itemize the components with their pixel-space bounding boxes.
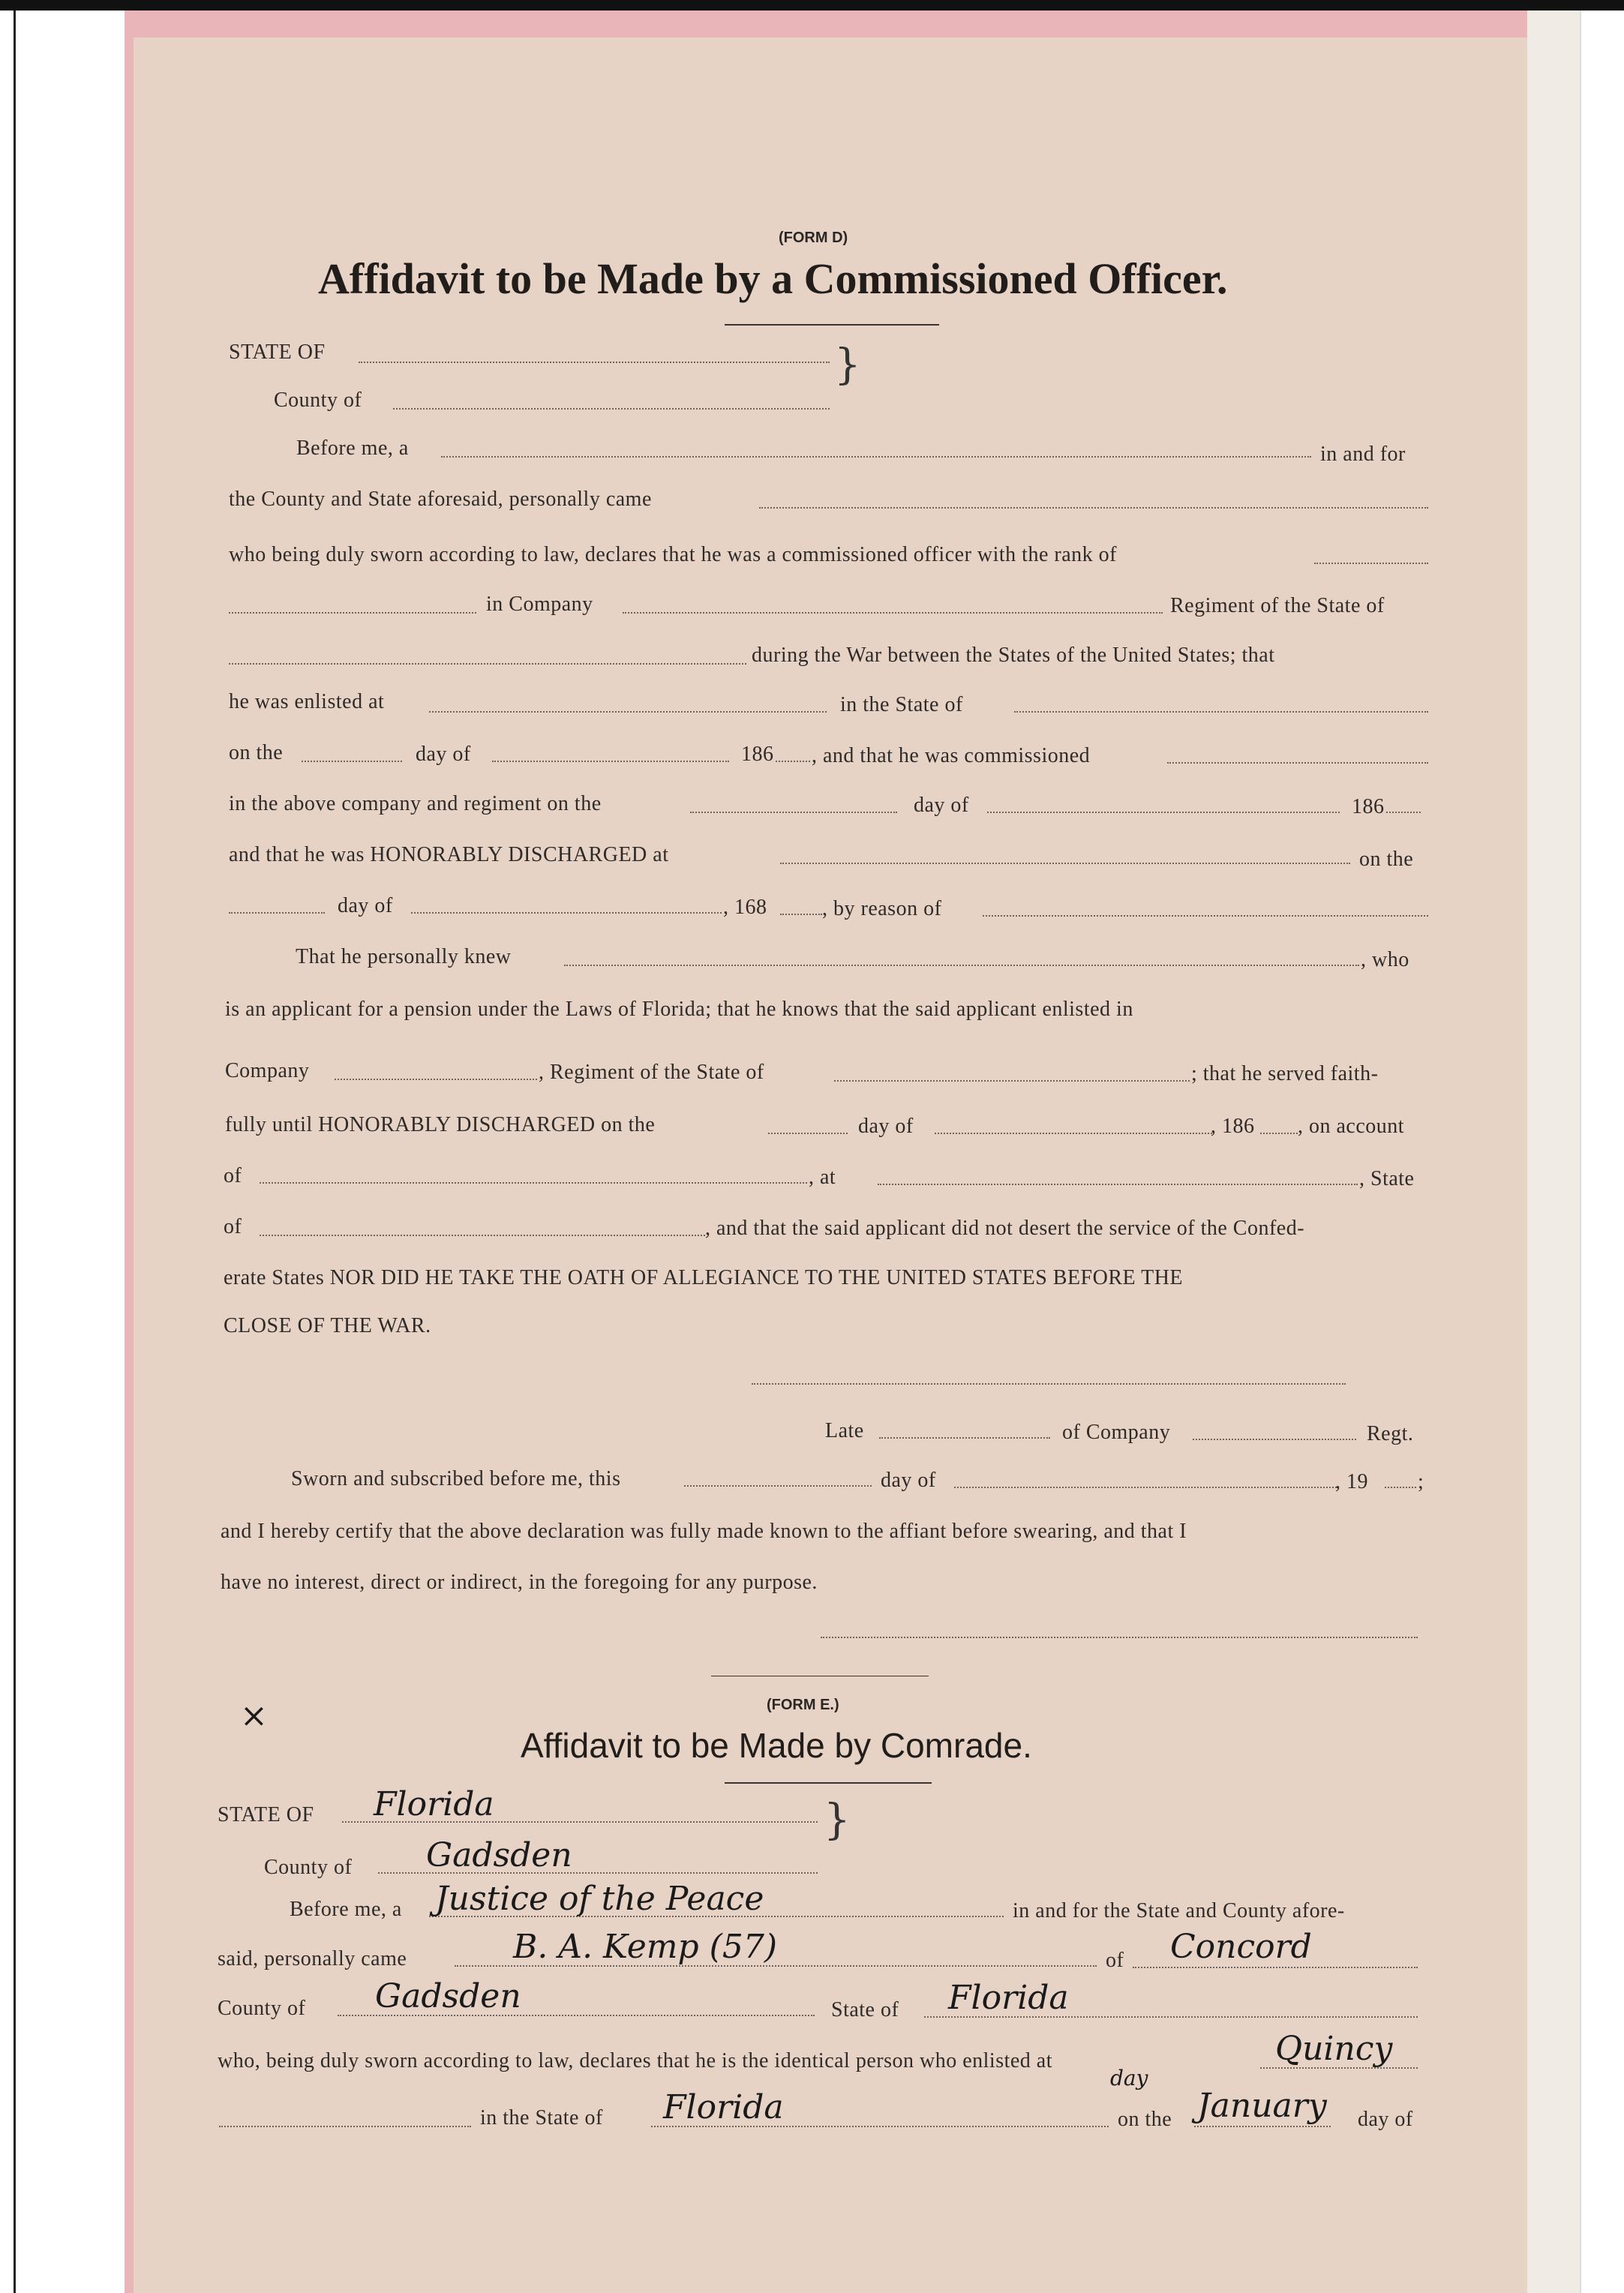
- e-enlisted-at-handwritten: Quincy: [1275, 2030, 1393, 2068]
- enlisted-state-line: [1014, 711, 1428, 713]
- e-enlisted-place-line: [219, 2126, 471, 2127]
- rank-continued-line: [229, 612, 476, 614]
- day-of-label-5: day of: [881, 1469, 936, 1492]
- e-of-place-handwritten: Concord: [1170, 1928, 1312, 1966]
- of-label: of: [224, 1164, 242, 1187]
- e-county-handwritten-2: Gadsden: [375, 1977, 521, 2015]
- day-of-label: day of: [416, 743, 471, 766]
- enlisted-place-line: [429, 711, 827, 713]
- who-label: , who: [1361, 948, 1409, 971]
- of-company-label: of Company: [1062, 1421, 1171, 1444]
- commission-year-line: [1386, 812, 1421, 813]
- above-company-label: in the above company and regiment on the: [229, 792, 602, 815]
- e-month-handwritten: January: [1197, 2087, 1327, 2125]
- personally-knew-label: That he personally knew: [296, 945, 512, 968]
- e-county-handwritten: Gadsden: [426, 1836, 572, 1874]
- state-label: , State: [1359, 1167, 1415, 1190]
- commissioned-label: , and that he was commissioned: [812, 744, 1091, 767]
- company-line: [623, 612, 1163, 614]
- in-and-for-label: in and for: [1320, 443, 1406, 466]
- sworn-declares-label: who being duly sworn according to law, declares that he was a commissioned officer with the rank of: [229, 543, 1117, 566]
- company-label: Company: [225, 1059, 310, 1082]
- day-of-label-4: day of: [858, 1115, 914, 1138]
- e-before-me-label: Before me, a: [290, 1898, 402, 1921]
- close-of-war-label: CLOSE OF THE WAR.: [224, 1314, 431, 1337]
- regiment-state-label: Regiment of the State of: [1170, 594, 1385, 617]
- year-19-label: , 19: [1335, 1470, 1368, 1493]
- form-e-label: (FORM E.): [767, 1697, 839, 1713]
- plastic-sleeve-edge: [1580, 11, 1598, 2293]
- regiment-state-of-label: , Regiment of the State of: [539, 1061, 764, 1084]
- sworn-subscribed-label: Sworn and subscribed before me, this: [291, 1467, 621, 1490]
- title-underline: [725, 324, 939, 326]
- scan-left-border: [14, 11, 16, 2293]
- officer-title-line: [441, 456, 1311, 458]
- rank-line: [1314, 563, 1428, 564]
- applicant-discharge-year-line: [1260, 1133, 1298, 1134]
- no-interest-label: have no interest, direct or indirect, in the foregoing for any purpose.: [221, 1571, 818, 1594]
- state-line: [229, 663, 746, 665]
- scan-top-border: [0, 0, 1624, 11]
- form-d-label: (FORM D): [779, 230, 848, 246]
- e-enlisted-state-handwritten: Florida: [663, 2088, 784, 2126]
- applicant-state-line: [834, 1080, 1190, 1082]
- in-state-of-label: in the State of: [840, 693, 963, 716]
- commissioned-line: [1167, 762, 1428, 764]
- of-label-2: of: [224, 1215, 242, 1238]
- applicant-discharge-day-line: [768, 1133, 848, 1134]
- day-of-label-2: day of: [914, 794, 969, 817]
- applicant-pension-label: is an applicant for a pension under the Laws of Florida; that he knows that the said applicant enlisted in: [225, 998, 1133, 1021]
- year-168-label: , 168: [723, 896, 767, 919]
- e-day-of-label: day of: [1358, 2108, 1413, 2131]
- form-e-title: Affidavit to be Made by Comrade.: [521, 1726, 1032, 1765]
- state-of-label: STATE OF: [229, 341, 326, 364]
- e-state-handwritten-2: Florida: [948, 1979, 1069, 2017]
- by-reason-of-label: , by reason of: [822, 897, 942, 920]
- honorably-discharged-at-label: and that he was HONORABLY DISCHARGED at: [229, 843, 669, 866]
- commission-month-line: [987, 812, 1340, 813]
- e-who-being-label: who, being duly sworn according to law, declares that he is the identical person who enlisted at: [218, 2049, 1052, 2072]
- e-comrade-name-handwritten: B. A. Kemp (57): [513, 1928, 777, 1966]
- fully-until-label: fully until HONORABLY DISCHARGED on the: [225, 1113, 656, 1136]
- e-of-place-line: [1133, 1967, 1418, 1968]
- e-officer-handwritten: Justice of the Peace: [435, 1880, 764, 1918]
- at-place-line: [878, 1184, 1358, 1185]
- e-in-and-for-label: in and for the State and County afore-: [1013, 1899, 1345, 1922]
- of-state-line: [260, 1235, 705, 1236]
- state-of-line: [359, 362, 830, 363]
- x-mark: ×: [240, 1697, 268, 1735]
- reason-line: [983, 915, 1428, 917]
- year-186-label: 186: [741, 743, 774, 766]
- served-faith-label: ; that he served faith-: [1191, 1062, 1379, 1085]
- paper-right-edge: [1527, 11, 1580, 2293]
- in-company-label: in Company: [486, 593, 593, 616]
- sworn-day-line: [684, 1485, 872, 1487]
- e-of-label: of: [1106, 1949, 1124, 1972]
- at-label: , at: [809, 1166, 836, 1189]
- erate-states-label: erate States NOR DID HE TAKE THE OATH OF ALLEGIANCE TO THE UNITED STATES BEFORE THE: [224, 1266, 1184, 1289]
- discharge-day-line: [229, 912, 325, 914]
- brace: }: [834, 341, 861, 389]
- enlist-day-line: [302, 761, 402, 762]
- regt-label: Regt.: [1367, 1422, 1414, 1445]
- late-rank-line: [879, 1437, 1050, 1439]
- did-not-desert-label: , and that the said applicant did not desert the service of the Confed-: [705, 1217, 1305, 1240]
- sworn-month-line: [954, 1487, 1337, 1488]
- applicant-discharge-month-line: [935, 1133, 1212, 1134]
- year-186-label-3: , 186: [1211, 1115, 1255, 1138]
- form-d-title: Affidavit to be Made by a Commissioned Officer.: [318, 254, 1228, 303]
- e-state-of-label-2: State of: [831, 1998, 899, 2021]
- on-the-end-label: on the: [1359, 848, 1414, 871]
- day-of-label-3: day of: [338, 894, 393, 917]
- on-account-line: [260, 1182, 807, 1184]
- discharge-place-line: [780, 863, 1350, 864]
- personally-came-line: [759, 507, 1428, 509]
- e-brace: }: [824, 1796, 851, 1844]
- officer-signature-line: [821, 1637, 1418, 1638]
- county-state-aforesaid-label: the County and State aforesaid, personally came: [229, 488, 652, 511]
- e-on-the-label: on the: [1118, 2108, 1172, 2131]
- enlist-year-line: [776, 761, 810, 762]
- late-company-line: [1193, 1439, 1356, 1440]
- year-186-label-2: 186: [1352, 795, 1385, 818]
- e-state-handwritten: Florida: [374, 1785, 494, 1823]
- on-account-label: , on account: [1298, 1115, 1405, 1138]
- hereby-certify-label: and I hereby certify that the above declaration was fully made known to the affiant before swearing, and that I: [221, 1520, 1187, 1543]
- affiant-signature-line: [752, 1383, 1346, 1385]
- enlist-month-line: [492, 761, 729, 762]
- e-state-of-label: STATE OF: [218, 1803, 314, 1826]
- during-war-label: during the War between the States of the United States; that: [752, 644, 1275, 667]
- county-of-label: County of: [274, 389, 362, 412]
- e-said-personally-label: said, personally came: [218, 1947, 407, 1970]
- applicant-name-line: [564, 965, 1359, 966]
- county-of-line: [393, 408, 830, 410]
- on-the-label: on the: [229, 741, 284, 764]
- applicant-company-line: [335, 1079, 537, 1080]
- late-label: Late: [825, 1419, 864, 1442]
- e-in-state-of-label: in the State of: [480, 2106, 603, 2129]
- sworn-year-line: [1385, 1487, 1416, 1488]
- commission-day-line: [690, 812, 897, 813]
- discharge-month-line: [411, 912, 722, 914]
- e-day-handwritten: day: [1110, 2066, 1148, 2090]
- before-me-label: Before me, a: [296, 437, 409, 460]
- form-e-title-underline: [725, 1782, 932, 1784]
- e-county-of-label: County of: [264, 1856, 353, 1879]
- e-county-of-label-2: County of: [218, 1997, 306, 2020]
- e-day-line: [1194, 2126, 1331, 2127]
- semicolon-label: ;: [1418, 1470, 1424, 1493]
- discharge-year-line: [780, 914, 822, 915]
- enlisted-at-label: he was enlisted at: [229, 690, 385, 713]
